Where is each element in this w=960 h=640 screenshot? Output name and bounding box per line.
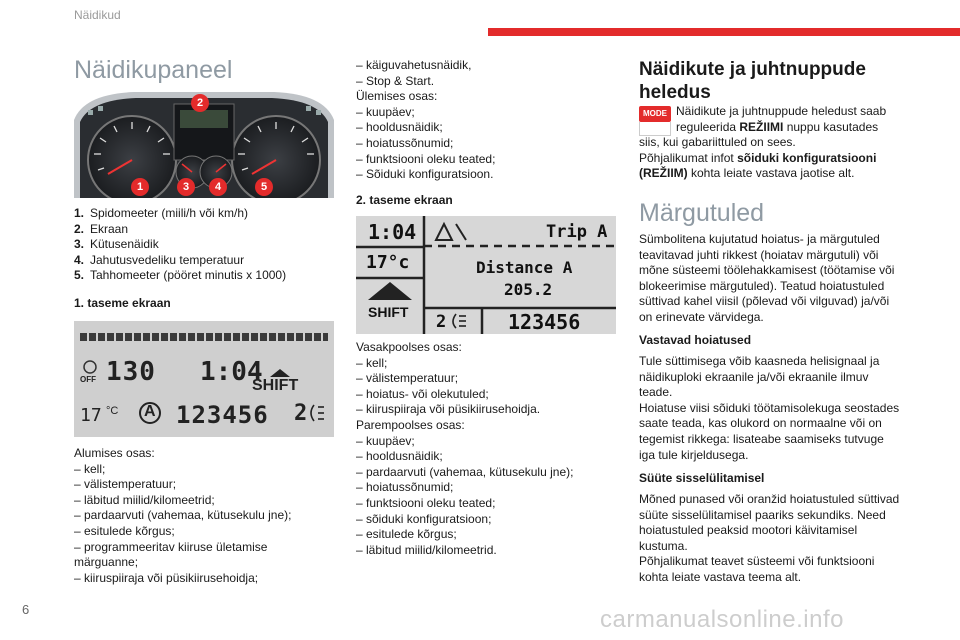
mode-indicator: A	[144, 403, 156, 420]
section-title-brightness: Näidikute ja juhtnuppude heledus	[639, 59, 866, 103]
level1-title: 1. taseme ekraan	[74, 296, 171, 310]
shift-up-arrow-icon	[368, 282, 412, 300]
top-section-text: – käiguvahetusnäidik, – Stop & Start. Ülemises osas: – kuupäev; – hooldusnäidik; – hoiatussõnumid; – funktsiooni oleku teated; – Sõiduki konfiguratsioon.	[356, 58, 496, 182]
section-title-warning-lights: Märgutuled	[639, 199, 765, 227]
related-warnings-text: Tule süttimisega võib kaasneda helisignaal ja näidikuploki ekraanile ja/või ekraanile ilmuv teade. Hoiatuse viisi sõiduki töötamisolekuga seostades saate teada, kas olukord on normaalne või on tegemist rikkega: lisateabe saamiseks tutvuge iga tule kirjeldusega.	[639, 354, 900, 462]
brightness-text: siis, kui gabariittuled on sees. Põhjalikumat infot sõiduki konfiguratsiooni (REŽIIM) kohta leiate vastava jaotise alt.	[639, 135, 877, 181]
section-title-instrument-panel: Näidikupaneel	[74, 56, 233, 84]
watermark: carmanualsonline.info	[600, 606, 844, 633]
trip-label: Trip A	[546, 222, 608, 242]
ignition-on-text: Mõned punased või oranžid hoiatustuled süttivad süüte sisselülitamisel paariks sekundiks. Need hoiatustuled peaksid mootori käivitamisel kustuma. Põhjalikumat teavet süsteemi või funktsiooni kohta leiate vastava teema alt.	[639, 492, 900, 584]
mode-button-frame	[639, 122, 671, 136]
odometer-value: 123456	[508, 310, 581, 334]
headlamp-level: 2	[436, 312, 447, 332]
legend-item: 3. Kütusenäidik	[74, 237, 159, 252]
distance-value: 205.2	[504, 280, 553, 299]
cruise-off-label: OFF	[80, 375, 96, 384]
outside-temp: 17°c	[366, 252, 410, 273]
headlamp-icon	[311, 405, 324, 421]
speedometer-icon	[84, 361, 96, 373]
clock-value: 1:04	[368, 220, 417, 244]
bottom-section-text: Vasakpoolses osas: – kell; – välistemperatuur; – hoiatus- või olekutuled; – kiiruspiiraja või püsikiirusehoidja. Parempoolses osas: – kuupäev; – hooldusnäidik; – pardaarvuti (vahemaa, kütusekulu jne); – hoiatussõnumid; – funktsiooni oleku teated; – sõiduki konfiguratsioon; – esitulede kõrgus; – läbitud miilid/kilomeetrid.	[356, 340, 574, 557]
callout-3: 3	[177, 178, 195, 196]
headlamp-icon	[453, 314, 466, 328]
page-number: 6	[22, 602, 30, 617]
subheading-ignition-on: Süüte sisselülitamisel	[639, 471, 765, 485]
callout-4: 4	[209, 178, 227, 196]
warning-lights-intro: Sümbolitena kujutatud hoiatus- ja märgutuled teavitavad juhti rikkest (hoiatav märgutuli) või mõne süsteemi töölehakkamisest (töötamise või blokeerimise märgutuled). Teatud hoiatustuled süttivad kahel viisil (põlevad või vilguvad) ja/või on erinevate värvidega.	[639, 232, 895, 324]
cluster-legend	[74, 206, 286, 284]
speed-limit-value: 130	[106, 357, 156, 387]
segment-bar	[80, 333, 328, 341]
odometer-value: 123456	[176, 401, 269, 429]
legend-item: 4. Jahutusvedeliku temperatuur	[74, 252, 245, 267]
shift-up-arrow-icon	[270, 369, 290, 377]
mode-button-icon: MODE	[639, 106, 671, 122]
headlamp-level: 2	[294, 401, 308, 426]
level2-display	[356, 216, 616, 334]
legend-item: 1. Spidomeeter (miili/h või km/h)	[74, 206, 249, 220]
warning-triangle-icon	[436, 224, 466, 240]
callout-5: 5	[255, 178, 273, 196]
callout-2: 2	[191, 94, 209, 112]
shift-indicator: SHIFT	[252, 377, 299, 394]
distance-label: Distance A	[476, 258, 573, 277]
outside-temp: 17	[80, 405, 102, 426]
legend-item: 2. Ekraan	[74, 221, 129, 236]
subheading-related-warnings: Vastavad hoiatused	[639, 333, 752, 347]
level2-title: 2. taseme ekraan	[356, 193, 453, 207]
legend-item: 5. Tahhomeeter (pööret minutis x 1000)	[74, 268, 287, 283]
callout-1: 1	[131, 178, 149, 196]
temp-unit: °C	[106, 405, 119, 417]
shift-indicator: SHIFT	[368, 304, 409, 320]
section-header: Näidikud	[74, 8, 121, 22]
level1-display	[74, 321, 334, 437]
header-accent-bar	[488, 28, 960, 36]
clock-value: 1:04	[200, 357, 263, 387]
lower-section-text: Alumises osas: – kell; – välistemperatuur; – läbitud miilid/kilomeetrid; – pardaarvuti (vahemaa, kütusekulu jne); – esitulede kõrgus; – programmeeritav kiiruse ületamise märguanne; – kiiruspiiraja või püsikiirusehoidja;	[74, 446, 292, 585]
brightness-text-indented: Näidikute ja juhtnuppude heledust saab reguleerida REŽIIMI nuppu kasutades	[676, 104, 887, 134]
